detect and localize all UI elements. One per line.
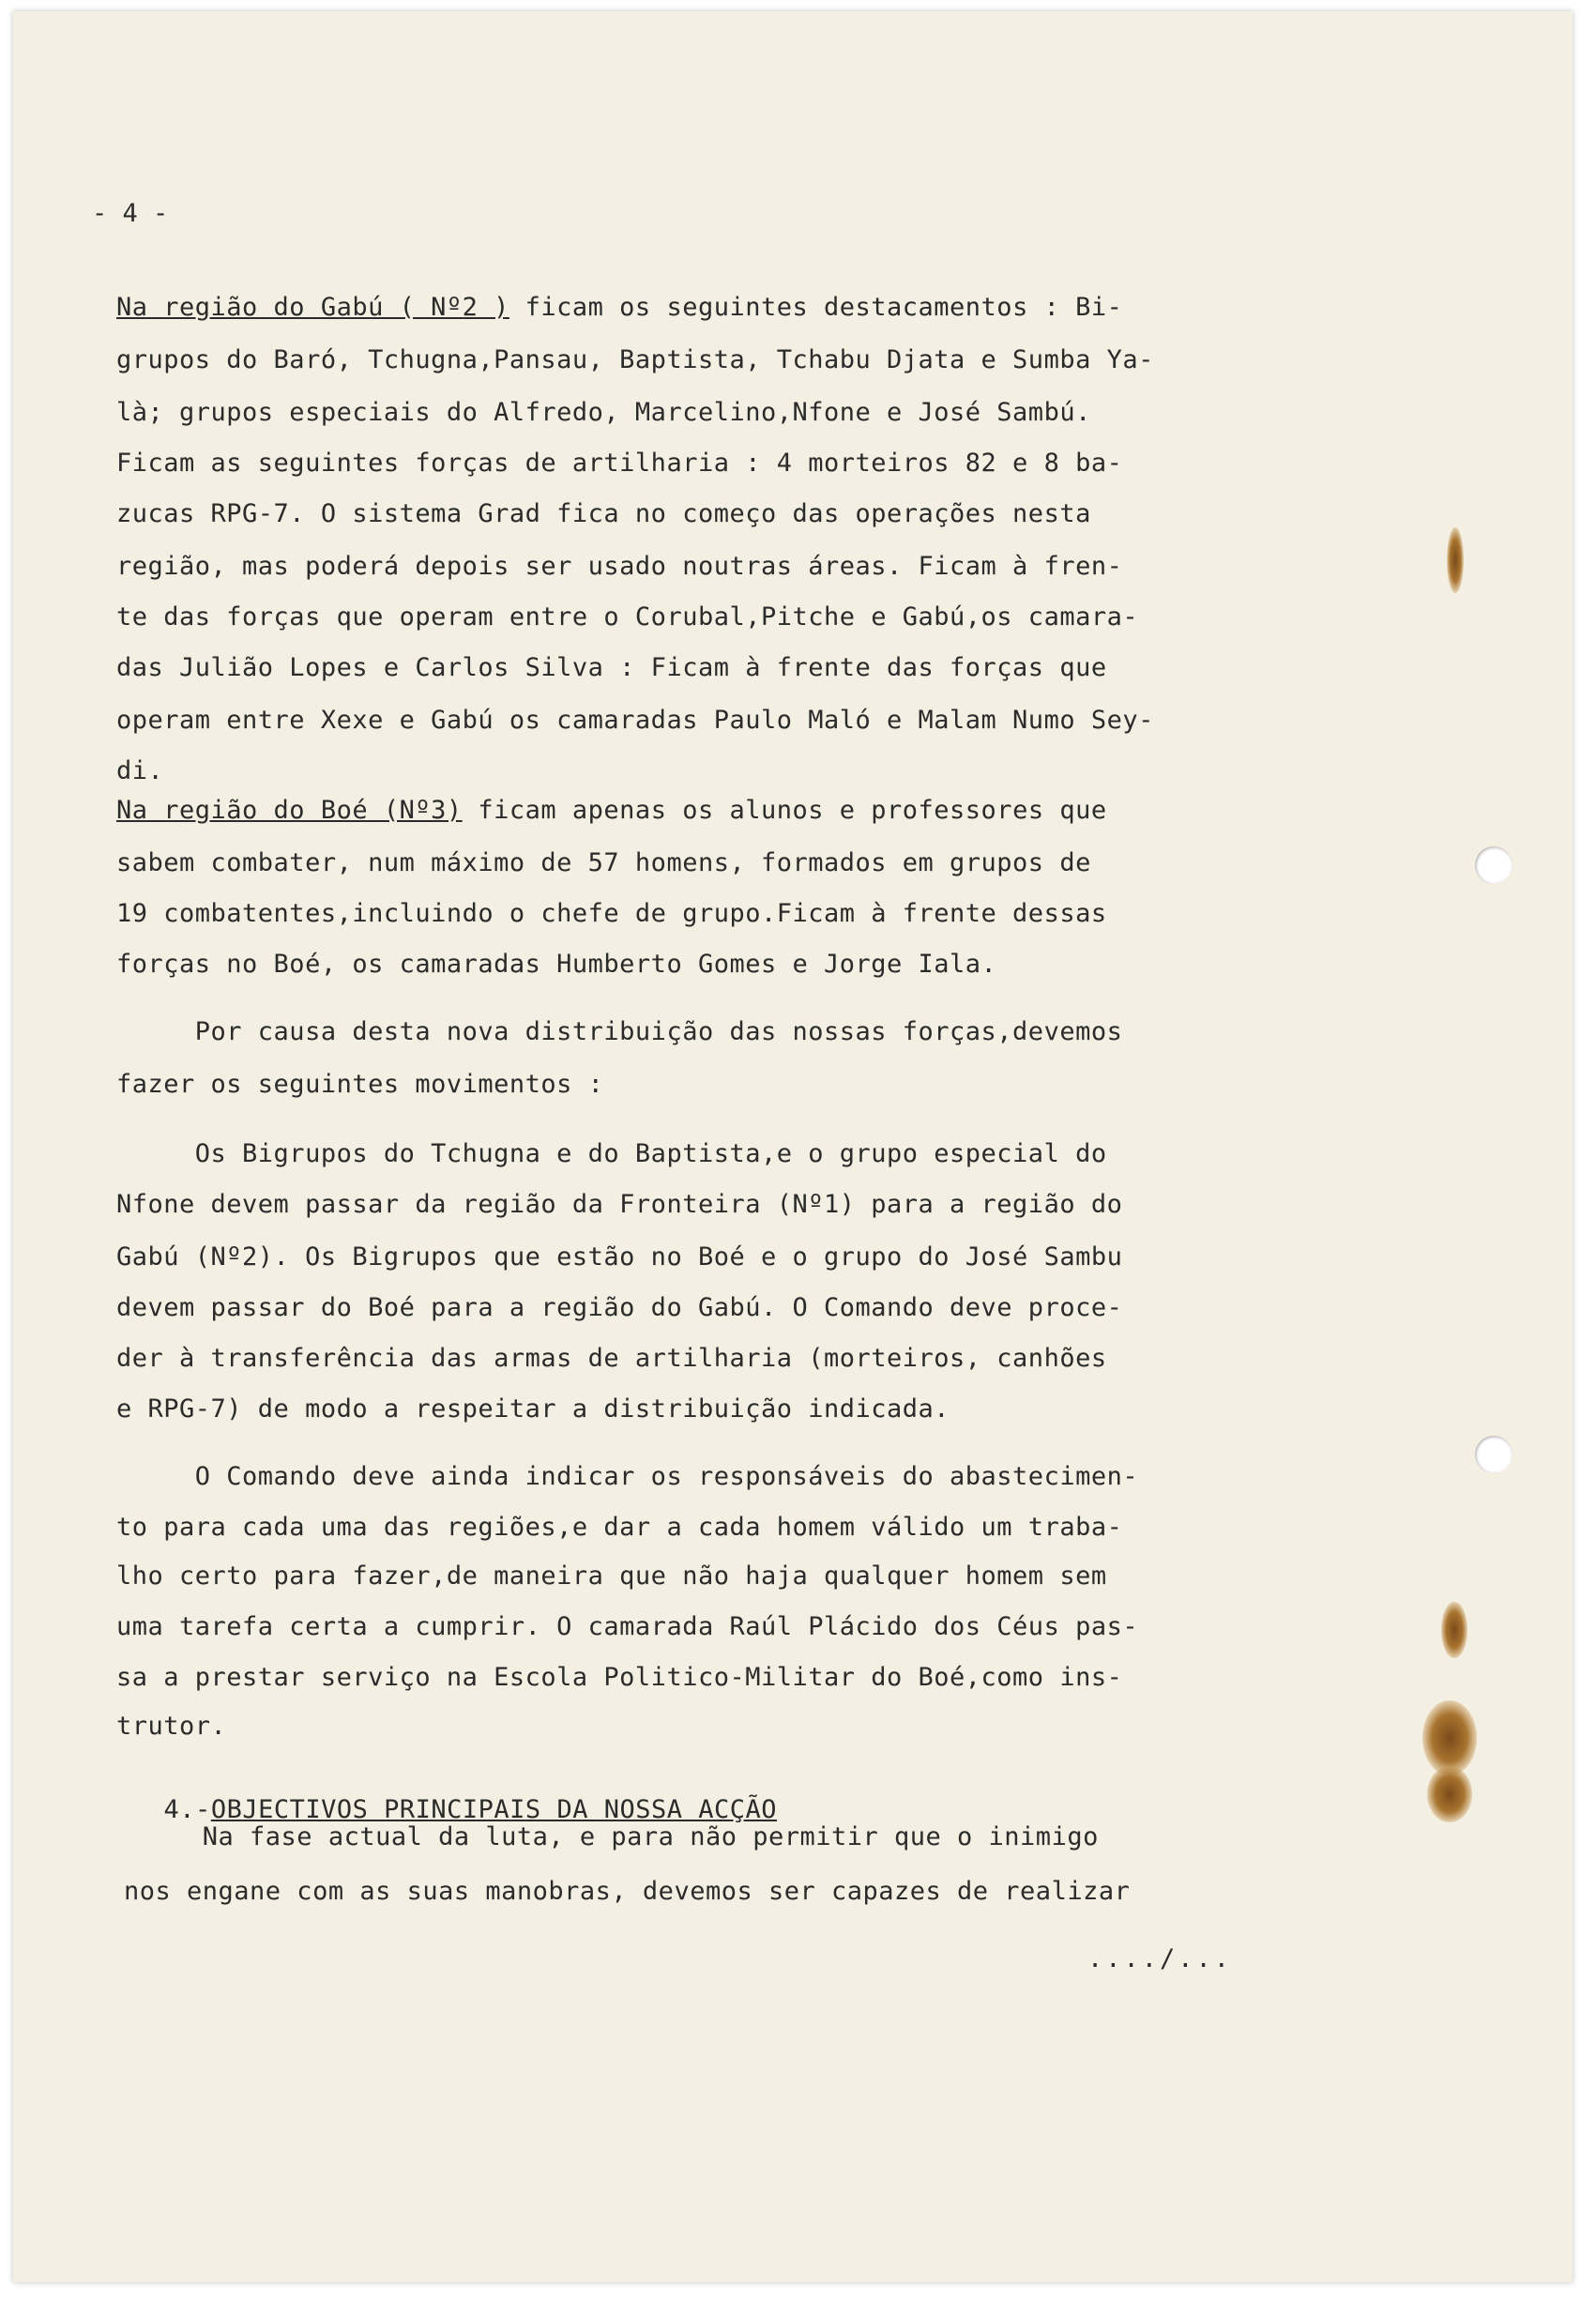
line-text: di. [116,756,164,785]
line-text: e RPG-7) de modo a respeitar a distribuição indicada. [116,1394,950,1424]
section-number: 4.- [163,1795,211,1824]
line-text: forças no Boé, os camaradas Humberto Gomes e Jorge Iala. [116,950,997,979]
text-line [116,1242,1122,1272]
text-line [116,449,1122,478]
text-line [116,756,163,785]
text-line [116,1462,1138,1491]
line-text: to para cada uma das regiões,e dar a cada homem válido um traba- [116,1513,1123,1542]
line-text: O Comando deve ainda indicar os responsáveis do abastecimen- [116,1462,1139,1491]
text-line [116,1344,1107,1373]
text-line [116,706,1154,735]
text-line [116,899,1107,928]
line-text: grupos do Baró, Tchugna,Pansau, Baptista, Tchabu Djata e Sumba Ya- [116,345,1154,374]
line-text: lho certo para fazer,de maneira que não haja qualquer homem sem [116,1561,1107,1591]
underlined-heading: Na região do Boé (Nº3) [116,796,463,825]
line-text: Nfone devem passar da região da Fronteira (Nº1) para a região do [116,1190,1123,1219]
line-text: Gabú (Nº2). Os Bigrupos que estão no Boé e o grupo do José Sambu [116,1242,1123,1272]
line-text: devem passar do Boé para a região do Gabú. O Comando deve proce- [116,1293,1123,1322]
text-line [116,1612,1138,1641]
line-text: zucas RPG-7. O sistema Grad fica no começo das operações nesta [116,499,1091,528]
line-text: sabem combater, num máximo de 57 homens, formados em grupos de [116,848,1091,877]
text-line [116,499,1091,528]
underlined-heading: Na região do Gabú ( Nº2 ) [116,293,509,322]
line-text: fazer os seguintes movimentos : [116,1070,604,1099]
text-line [116,398,1091,427]
line-text: Os Bigrupos do Tchugna e do Baptista,e o grupo especial do [116,1139,1107,1168]
text-line [116,552,1122,581]
text-line [116,345,1154,374]
section-line: Na fase actual da luta, e para não permitir que o inimigo [124,1822,1099,1851]
text-line [116,848,1091,877]
line-text: trutor. [116,1712,227,1741]
text-line [116,1663,1122,1692]
text-line [116,1070,603,1099]
text-line [116,1712,226,1741]
text-line [116,1561,1107,1591]
document-page [13,11,1573,2282]
text-line [116,950,996,979]
line-text: te das forças que operam entre o Corubal,Pitche e Gabú,os camara- [116,602,1139,632]
text-line [116,1513,1122,1542]
line-text: 19 combatentes,incluindo o chefe de grupo.Ficam à frente dessas [116,899,1107,928]
line-text: região, mas poderá depois ser usado noutras áreas. Ficam à fren- [116,552,1123,581]
text-line [116,602,1138,632]
text-line [116,653,1107,682]
text-line [116,1139,1107,1168]
section-title: OBJECTIVOS PRINCIPAIS DA NOSSA ACÇÃO [210,1795,778,1824]
page-number: - 4 - [92,199,169,228]
line-text: ficam os seguintes destacamentos : Bi- [509,293,1123,322]
line-text: sa a prestar serviço na Escola Politico-Militar do Boé,como ins- [116,1663,1123,1692]
section-line: nos engane com as suas manobras, devemos ser capazes de realizar [124,1877,1131,1906]
text-line [116,293,1122,322]
text-line [116,796,1107,825]
line-text: Por causa desta nova distribuição das nossas forças,devemos [116,1017,1123,1046]
text-line [116,1394,950,1424]
line-text: operam entre Xexe e Gabú os camaradas Paulo Maló e Malam Numo Sey- [116,706,1154,735]
text-line [116,1293,1122,1322]
typed-text [13,11,1573,2282]
line-text: das Julião Lopes e Carlos Silva : Ficam à frente das forças que [116,653,1107,682]
continuation-mark: ..../... [1087,1944,1233,1973]
text-line [116,1017,1122,1046]
line-text: Ficam as seguintes forças de artilharia : 4 morteiros 82 e 8 ba- [116,449,1123,478]
line-text: der à transferência das armas de artilharia (morteiros, canhões [116,1344,1107,1373]
line-text: uma tarefa certa a cumprir. O camarada Raúl Plácido dos Céus pas- [116,1612,1139,1641]
line-text: ficam apenas os alunos e professores que [462,796,1107,825]
text-line [116,1190,1122,1219]
line-text: là; grupos especiais do Alfredo, Marcelino,Nfone e José Sambú. [116,398,1091,427]
